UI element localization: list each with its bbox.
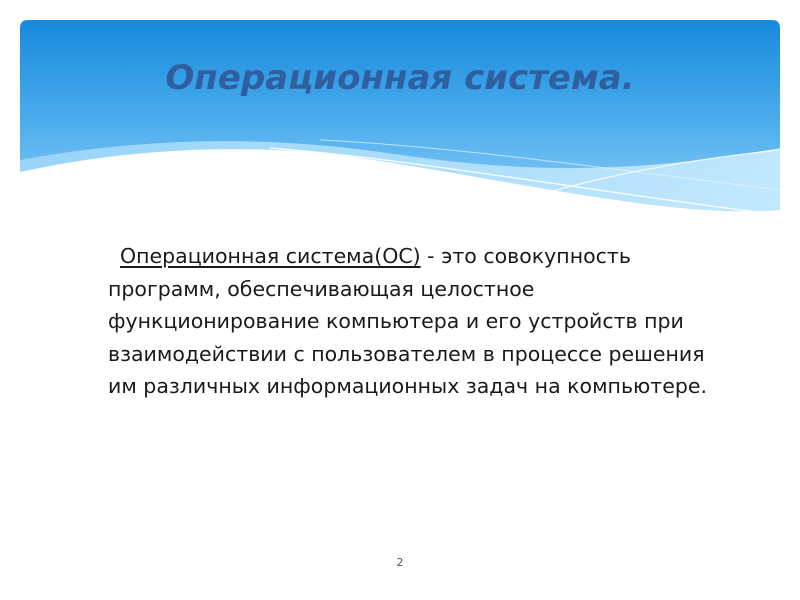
- definition-text: - это совокупность программ, обеспечивающая целостное функционирование компьютера и его устройств при взаимодействии с пользователем в процессе решения им различных информационных задач на компьютере.: [108, 244, 707, 398]
- header-wave-band: [20, 20, 780, 235]
- page-number: 2: [396, 556, 404, 569]
- wave-background-graphic: [20, 20, 780, 235]
- slide-title: Операционная система.: [165, 58, 635, 98]
- defined-term: Операционная система(ОС): [120, 244, 421, 268]
- definition-paragraph: [108, 240, 718, 403]
